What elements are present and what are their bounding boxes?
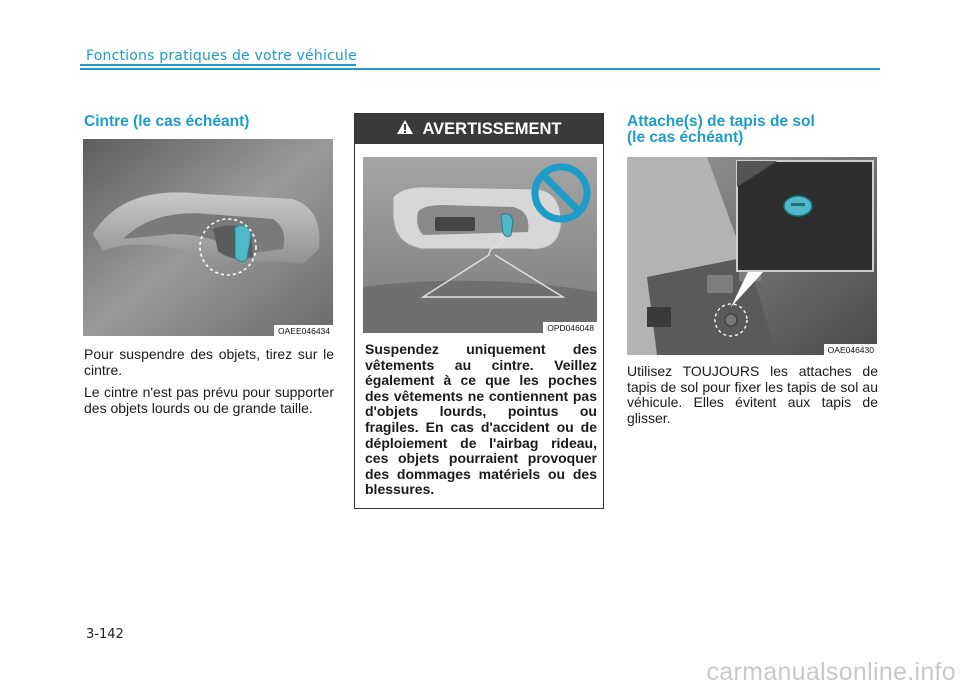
section-title-line-1: Attache(s) de tapis de sol <box>627 113 815 130</box>
photo-code-warning: OPD046048 <box>543 322 597 333</box>
watermark: carmanualsonline.info <box>706 658 956 686</box>
floor-mat-photo <box>627 157 877 355</box>
chapter-title: Fonctions pratiques de votre véhicule <box>86 48 357 64</box>
right-body <box>627 364 878 433</box>
page-number: 3-142 <box>86 627 124 642</box>
header-rule <box>80 68 880 70</box>
left-paragraph-1: Pour suspendre des objets, tirez sur le cintre. <box>84 346 334 378</box>
warning-header <box>355 114 603 144</box>
section-title-coat-hook: Cintre (le cas échéant) <box>84 113 250 130</box>
section-title-floor-mat <box>627 114 815 146</box>
warning-heading: AVERTISSEMENT <box>422 119 562 138</box>
warning-box <box>354 113 604 509</box>
section-title-line-2: (le cas échéant) <box>627 129 744 146</box>
photo-code-left: OAEE046434 <box>274 325 333 336</box>
header-accent-rule <box>80 64 356 66</box>
warning-triangle-icon <box>396 119 414 140</box>
left-paragraph-2: Le cintre n'est pas prévu pour supporter des objets lourds ou de grande taille. <box>84 384 334 416</box>
right-paragraph: Utilisez TOUJOURS les attaches de tapis de sol pour fixer les tapis de sol au véhicule. Elles évitent aux tapis de glisser. <box>627 363 878 426</box>
warning-text: Suspendez uniquement des vêtements au cintre. Veillez également à ce que les poches des vêtements ne contiennent pas d'objets lourds, pointus ou fragiles. En cas d'accident ou de déploiement de l'airbag rideau, ces objets pourraient provoquer des dommages matériels ou des blessures. <box>365 341 597 498</box>
left-body <box>84 347 334 423</box>
coat-hook-photo <box>83 139 333 336</box>
warning-photo <box>363 157 597 333</box>
photo-code-right: OAE046430 <box>824 344 877 355</box>
